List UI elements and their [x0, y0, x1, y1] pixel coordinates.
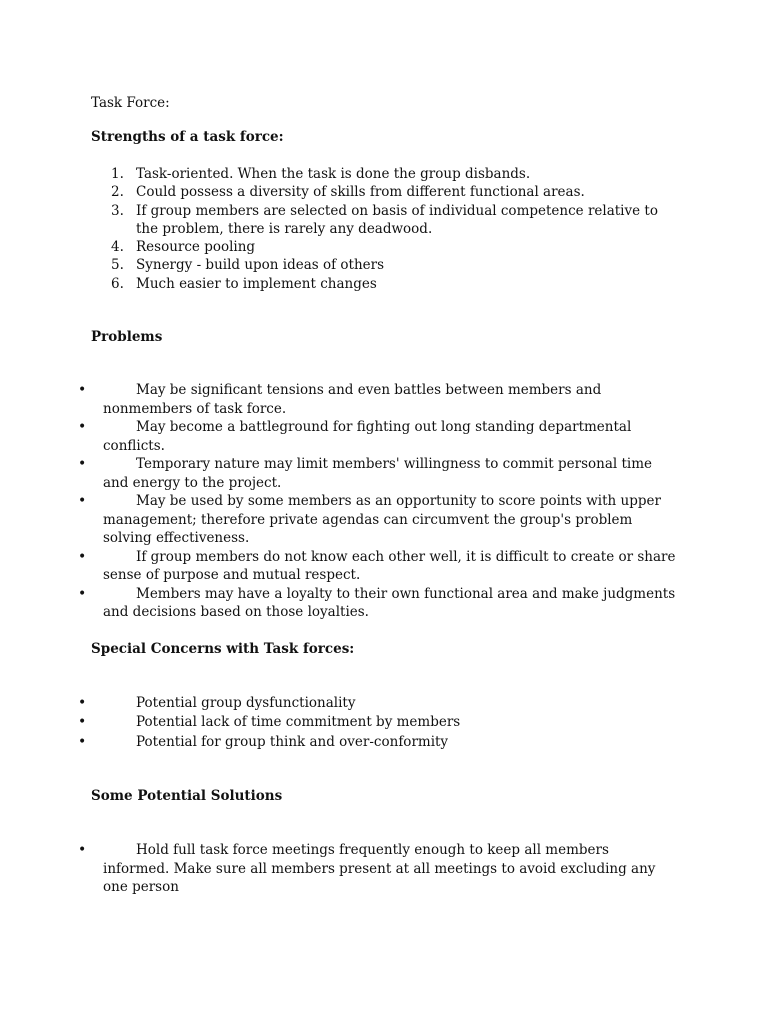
solutions-heading: Some Potential Solutions — [91, 788, 283, 804]
bullet-icon: • — [78, 419, 87, 435]
bullet-icon: • — [78, 842, 87, 858]
list-item — [78, 418, 678, 455]
list-item-number: 1. — [111, 166, 124, 182]
bullet-icon: • — [78, 695, 87, 711]
list-item — [111, 165, 676, 183]
list-item-text: Potential lack of time commitment by members — [136, 714, 461, 731]
list-item — [111, 183, 676, 201]
bullet-icon: • — [78, 585, 87, 602]
list-item-number: 3. — [111, 202, 124, 219]
bullet-icon: • — [78, 714, 87, 731]
list-item-text: Hold full task force meetings frequently enough to keep all members informed. Make sure all members present at all meetings to avoid excluding any one person — [103, 842, 656, 895]
list-item-text: May become a battleground for fighting out long standing departmental conflicts. — [103, 419, 632, 454]
list-item — [78, 381, 678, 418]
list-item — [78, 694, 678, 713]
list-item — [111, 238, 676, 256]
list-item-number: 5. — [111, 257, 124, 274]
list-item — [78, 492, 678, 548]
list-item — [111, 256, 676, 274]
list-item — [78, 455, 678, 492]
list-item — [111, 202, 676, 239]
list-item-text: Potential group dysfunctionality — [136, 695, 356, 711]
list-item — [78, 585, 678, 622]
bullet-icon: • — [78, 733, 87, 750]
list-item-text: If group members are selected on basis of individual competence relative to the problem, there is rarely any deadwood. — [136, 202, 658, 237]
list-item-text: Potential for group think and over-conformity — [136, 733, 449, 750]
problems-heading: Problems — [91, 329, 163, 345]
bullet-icon: • — [78, 548, 87, 565]
list-item — [78, 548, 678, 585]
bullet-icon: • — [78, 456, 87, 472]
solutions-list — [78, 841, 678, 897]
list-item — [78, 841, 678, 897]
list-item-text: Task-oriented. When the task is done the group disbands. — [136, 166, 531, 182]
list-item — [111, 275, 676, 293]
list-item-text: Members may have a loyalty to their own functional area and make judgments and decisions based on those loyalties. — [103, 585, 676, 620]
concerns-list — [78, 694, 678, 752]
list-item-text: Synergy - build upon ideas of others — [136, 257, 385, 274]
concerns-heading: Special Concerns with Task forces: — [91, 641, 355, 657]
strengths-heading: Strengths of a task force: — [91, 129, 284, 145]
list-item-number: 4. — [111, 239, 124, 256]
list-item — [78, 733, 678, 752]
strengths-list — [111, 165, 676, 293]
list-item-text: If group members do not know each other well, it is difficult to create or share sense of purpose and mutual respect. — [103, 548, 676, 583]
bullet-icon: • — [78, 382, 87, 398]
list-item-number: 2. — [111, 184, 124, 201]
list-item-text: Much easier to implement changes — [136, 275, 377, 292]
list-item — [78, 713, 678, 732]
list-item-text: May be used by some members as an opportunity to score points with upper management; therefore private agendas can circumvent the group's problem solving effectiveness. — [103, 493, 661, 546]
list-item-text: Resource pooling — [136, 239, 256, 256]
document-title: Task Force: — [91, 95, 170, 111]
list-item-text: Could possess a diversity of skills from different functional areas. — [136, 184, 585, 201]
bullet-icon: • — [78, 493, 87, 509]
list-item-number: 6. — [111, 275, 124, 292]
list-item-text: May be significant tensions and even battles between members and nonmembers of task force. — [103, 382, 602, 417]
list-item-text: Temporary nature may limit members' willingness to commit personal time and energy to the project. — [103, 456, 653, 491]
problems-list — [78, 381, 678, 622]
